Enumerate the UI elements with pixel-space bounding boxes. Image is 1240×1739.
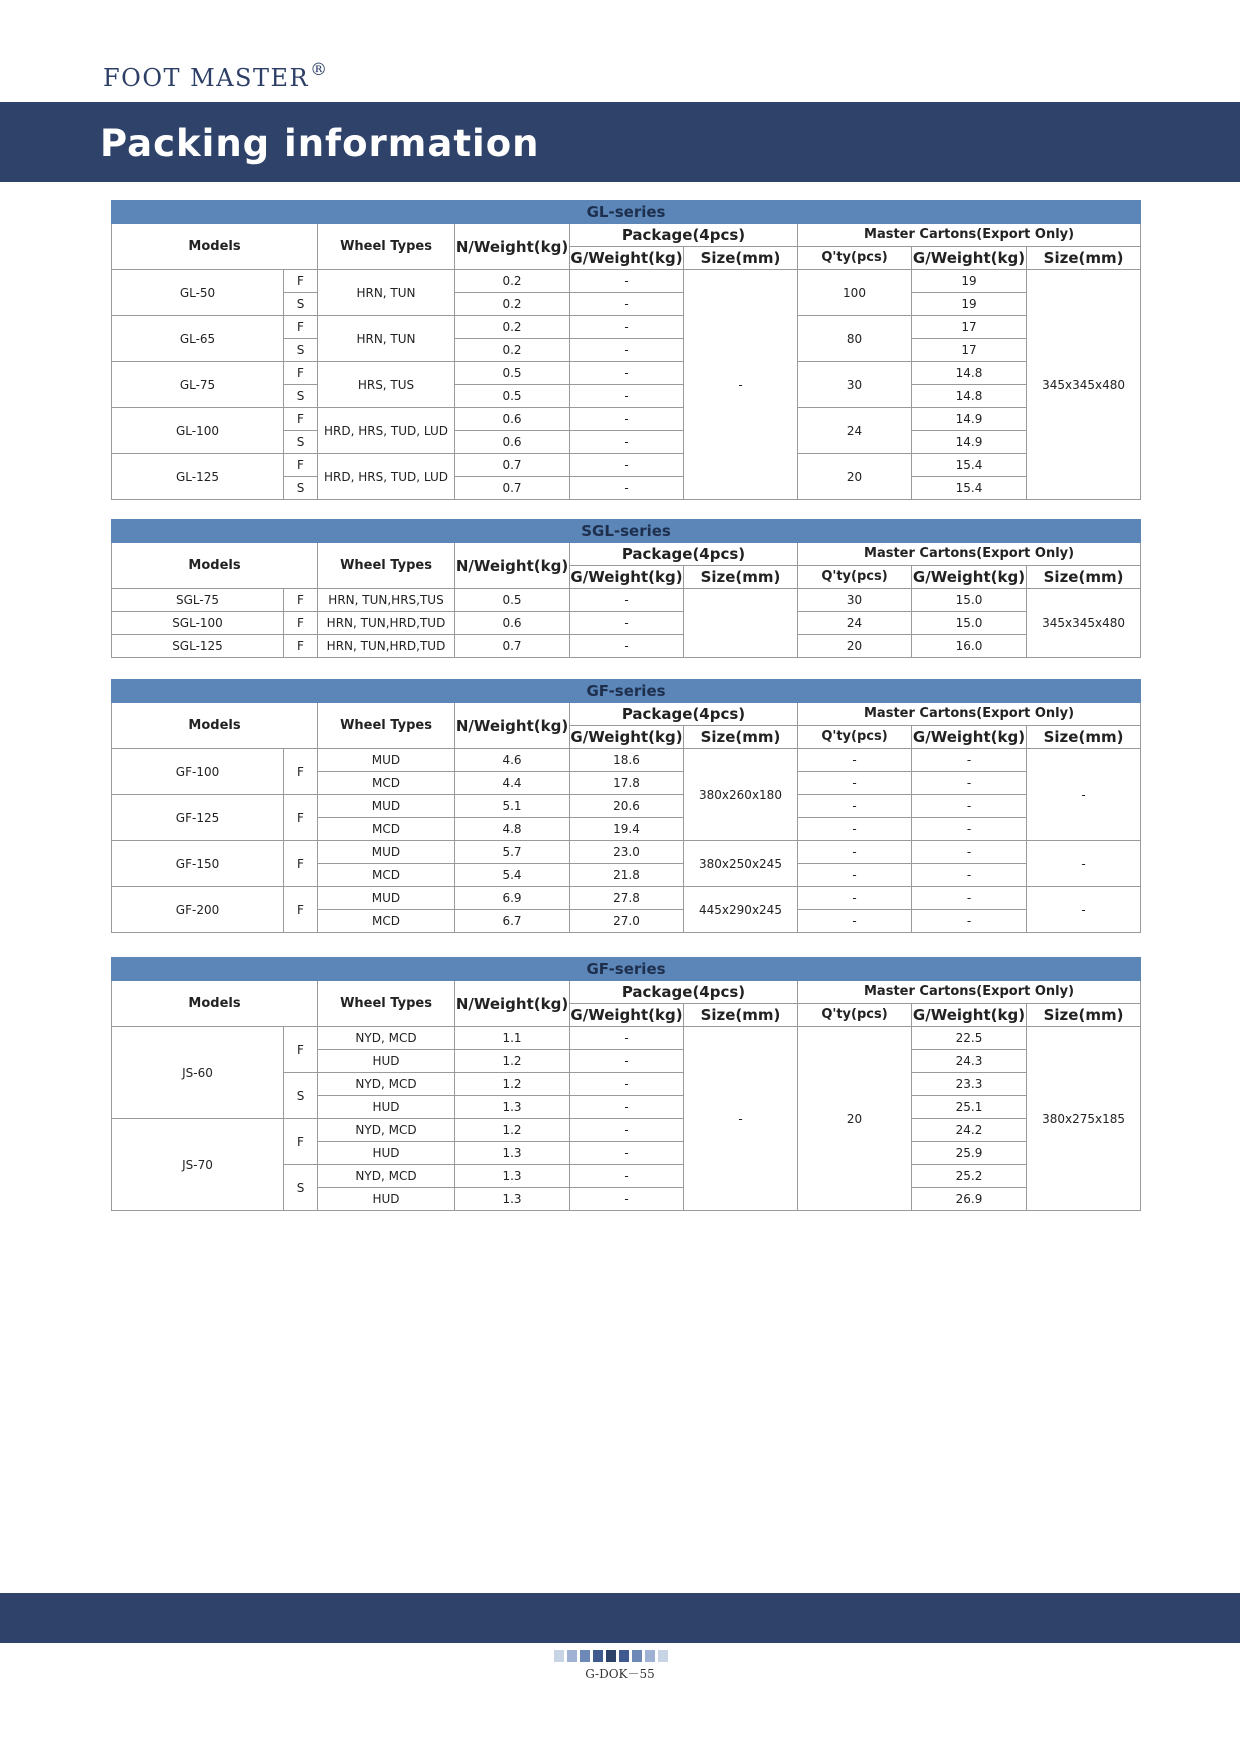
table-row [112,589,1141,612]
models-header: Models [112,543,318,589]
nweight-cell: 5.4 [455,864,570,887]
nweight-cell: 1.3 [455,1096,570,1119]
footer-band [0,1593,1240,1643]
carton-gweight-header: G/Weight(kg) [912,247,1027,270]
nweight-cell: 1.3 [455,1188,570,1211]
wheel-types-header: Wheel Types [318,981,455,1027]
registered-mark: ® [310,60,329,80]
carton-gweight-cell: 26.9 [912,1188,1027,1211]
nweight-cell: 1.3 [455,1142,570,1165]
nweight-cell: 0.7 [455,477,570,500]
nweight-cell: 6.7 [455,910,570,933]
carton-gweight-cell: - [912,887,1027,910]
wheel-types-cell: MCD [318,864,455,887]
type-cell: S [284,431,318,454]
wheel-types-header: Wheel Types [318,703,455,749]
carton-gweight-cell: 14.8 [912,362,1027,385]
model-cell: GL-75 [112,362,284,408]
nweight-cell: 1.2 [455,1050,570,1073]
carton-gweight-cell: 15.0 [912,589,1027,612]
models-header: Models [112,224,318,270]
package-gweight-header: G/Weight(kg) [570,247,684,270]
carton-gweight-cell: 16.0 [912,635,1027,658]
wheel-types-cell: HRD, HRS, TUD, LUD [318,408,455,454]
nweight-cell: 6.9 [455,887,570,910]
package-gweight-cell: - [570,477,684,500]
carton-gweight-header: G/Weight(kg) [912,726,1027,749]
nweight-cell: 5.7 [455,841,570,864]
package-gweight-header: G/Weight(kg) [570,1004,684,1027]
carton-gweight-cell: 24.2 [912,1119,1027,1142]
nweight-cell: 0.2 [455,316,570,339]
type-cell: S [284,1073,318,1119]
package-gweight-cell: - [570,1142,684,1165]
package-gweight-cell: 20.6 [570,795,684,818]
qty-header: Q'ty(pcs) [798,247,912,270]
model-cell: GF-200 [112,887,284,933]
nweight-cell: 1.1 [455,1027,570,1050]
nweight-cell: 4.8 [455,818,570,841]
nweight-cell: 4.6 [455,749,570,772]
package-header: Package(4pcs) [570,224,798,247]
carton-gweight-cell: 15.4 [912,454,1027,477]
table-row [112,1027,1141,1050]
package-size-cell: - [684,1027,798,1211]
type-cell: F [284,612,318,635]
qty-cell: - [798,841,912,864]
table-row [112,749,1141,772]
nweight-cell: 0.5 [455,362,570,385]
package-gweight-cell: - [570,1165,684,1188]
nweight-cell: 1.3 [455,1165,570,1188]
nweight-cell: 0.6 [455,431,570,454]
nweight-cell: 1.2 [455,1073,570,1096]
package-gweight-cell: - [570,362,684,385]
nweight-cell: 0.5 [455,385,570,408]
package-gweight-cell: - [570,635,684,658]
table-row [112,270,1141,293]
package-gweight-cell: 17.8 [570,772,684,795]
type-cell: F [284,589,318,612]
table-row [112,454,1141,477]
wheel-types-cell: HUD [318,1142,455,1165]
table-row [112,1119,1141,1142]
type-cell: S [284,385,318,408]
carton-gweight-cell: 17 [912,316,1027,339]
package-gweight-cell: 23.0 [570,841,684,864]
wheel-types-cell: MUD [318,887,455,910]
carton-size-cell: - [1027,887,1141,933]
package-gweight-cell: 27.8 [570,887,684,910]
wheel-types-cell: HRN, TUN,HRS,TUS [318,589,455,612]
brand-name: FOOT MASTER [103,64,310,92]
wheel-types-cell: NYD, MCD [318,1165,455,1188]
brand-logo [103,62,329,92]
carton-gweight-cell: 25.2 [912,1165,1027,1188]
page-number: G-DOK－55 [585,1667,655,1681]
models-header: Models [112,981,318,1027]
carton-size-header: Size(mm) [1027,1004,1141,1027]
master-cartons-header: Master Cartons(Export Only) [798,703,1141,726]
package-gweight-cell: 18.6 [570,749,684,772]
model-cell: GL-125 [112,454,284,500]
wheel-types-cell: HRN, TUN,HRD,TUD [318,612,455,635]
qty-cell: 100 [798,270,912,316]
package-gweight-cell: - [570,1050,684,1073]
qty-cell: - [798,795,912,818]
gl-series-table [111,200,1141,500]
package-gweight-cell: - [570,454,684,477]
table-row [112,362,1141,385]
nweight-cell: 0.7 [455,635,570,658]
carton-size-cell: 345x345x480 [1027,270,1141,500]
type-cell: S [284,293,318,316]
master-cartons-header: Master Cartons(Export Only) [798,224,1141,247]
nweight-header: N/Weight(kg) [455,543,570,589]
package-gweight-cell: - [570,1096,684,1119]
nweight-cell: 0.2 [455,270,570,293]
package-gweight-cell: - [570,431,684,454]
carton-gweight-cell: 19 [912,270,1027,293]
carton-size-header: Size(mm) [1027,726,1141,749]
series-title: SGL-series [112,520,1141,543]
package-header: Package(4pcs) [570,703,798,726]
qty-cell: - [798,910,912,933]
carton-gweight-cell: 25.9 [912,1142,1027,1165]
wheel-types-cell: MUD [318,749,455,772]
qty-cell: 20 [798,454,912,500]
carton-gweight-cell: 19 [912,293,1027,316]
wheel-types-cell: HRN, TUN [318,316,455,362]
carton-gweight-cell: 14.9 [912,431,1027,454]
package-size-header: Size(mm) [684,247,798,270]
wheel-types-cell: HRS, TUS [318,362,455,408]
package-gweight-cell: - [570,385,684,408]
package-gweight-cell: - [570,1119,684,1142]
carton-gweight-cell: 14.9 [912,408,1027,431]
table-row [112,408,1141,431]
qty-cell: 30 [798,589,912,612]
models-header: Models [112,703,318,749]
carton-gweight-cell: - [912,749,1027,772]
package-gweight-header: G/Weight(kg) [570,726,684,749]
sgl-series-table [111,519,1141,658]
package-size-header: Size(mm) [684,566,798,589]
qty-cell: - [798,887,912,910]
carton-gweight-cell: 15.4 [912,477,1027,500]
wheel-types-cell: MUD [318,795,455,818]
nweight-header: N/Weight(kg) [455,703,570,749]
carton-gweight-header: G/Weight(kg) [912,566,1027,589]
carton-gweight-cell: 14.8 [912,385,1027,408]
qty-header: Q'ty(pcs) [798,566,912,589]
carton-gweight-header: G/Weight(kg) [912,1004,1027,1027]
carton-gweight-cell: - [912,910,1027,933]
nweight-cell: 0.2 [455,339,570,362]
package-gweight-cell: - [570,408,684,431]
type-cell: F [284,408,318,431]
model-cell: JS-60 [112,1027,284,1119]
nweight-cell: 4.4 [455,772,570,795]
wheel-types-cell: HRN, TUN,HRD,TUD [318,635,455,658]
model-cell: GF-125 [112,795,284,841]
type-cell: F [284,1119,318,1165]
wheel-types-cell: MCD [318,772,455,795]
wheel-types-cell: HRN, TUN [318,270,455,316]
package-header: Package(4pcs) [570,543,798,566]
package-gweight-cell: - [570,1027,684,1050]
model-cell: GL-50 [112,270,284,316]
nweight-cell: 0.5 [455,589,570,612]
type-cell: S [284,1165,318,1211]
type-cell: F [284,635,318,658]
type-cell: F [284,362,318,385]
table-row [112,612,1141,635]
qty-cell: - [798,772,912,795]
type-cell: F [284,270,318,293]
qty-cell: 30 [798,362,912,408]
nweight-header: N/Weight(kg) [455,981,570,1027]
wheel-types-cell: NYD, MCD [318,1119,455,1142]
package-header: Package(4pcs) [570,981,798,1004]
series-title: GL-series [112,201,1141,224]
package-gweight-header: G/Weight(kg) [570,566,684,589]
type-cell: F [284,1027,318,1073]
carton-size-cell: 380x275x185 [1027,1027,1141,1211]
type-cell: F [284,795,318,841]
wheel-types-header: Wheel Types [318,224,455,270]
model-cell: SGL-125 [112,635,284,658]
package-size-cell: 445x290x245 [684,887,798,933]
wheel-types-cell: MUD [318,841,455,864]
package-gweight-cell: - [570,293,684,316]
carton-gweight-cell: 25.1 [912,1096,1027,1119]
qty-header: Q'ty(pcs) [798,726,912,749]
wheel-types-cell: HUD [318,1096,455,1119]
carton-size-cell: 345x345x480 [1027,589,1141,658]
master-cartons-header: Master Cartons(Export Only) [798,981,1141,1004]
table-row [112,887,1141,910]
carton-size-cell: - [1027,749,1141,841]
model-cell: JS-70 [112,1119,284,1211]
package-gweight-cell: - [570,1073,684,1096]
qty-cell: 24 [798,612,912,635]
package-size-header: Size(mm) [684,1004,798,1027]
carton-gweight-cell: 15.0 [912,612,1027,635]
model-cell: GF-100 [112,749,284,795]
model-cell: GF-150 [112,841,284,887]
type-cell: F [284,841,318,887]
nweight-cell: 0.7 [455,454,570,477]
model-cell: GL-100 [112,408,284,454]
nweight-cell: 0.6 [455,612,570,635]
qty-cell: - [798,749,912,772]
package-size-header: Size(mm) [684,726,798,749]
wheel-types-cell: NYD, MCD [318,1027,455,1050]
table-row [112,795,1141,818]
js-series-table [111,957,1141,1211]
nweight-cell: 5.1 [455,795,570,818]
package-gweight-cell: - [570,589,684,612]
wheel-types-cell: HRD, HRS, TUD, LUD [318,454,455,500]
package-gweight-cell: 27.0 [570,910,684,933]
decorative-squares [554,1650,668,1662]
type-cell: S [284,339,318,362]
qty-cell: - [798,864,912,887]
qty-cell: 80 [798,316,912,362]
package-size-cell [684,589,798,658]
carton-gweight-cell: - [912,818,1027,841]
package-gweight-cell: - [570,339,684,362]
model-cell: SGL-100 [112,612,284,635]
carton-gweight-cell: 17 [912,339,1027,362]
package-gweight-cell: - [570,612,684,635]
type-cell: F [284,316,318,339]
carton-gweight-cell: 24.3 [912,1050,1027,1073]
qty-cell: 20 [798,635,912,658]
package-size-cell: 380x250x245 [684,841,798,887]
qty-cell: 20 [798,1027,912,1211]
series-title: GF-series [112,680,1141,703]
carton-gweight-cell: - [912,841,1027,864]
carton-gweight-cell: 23.3 [912,1073,1027,1096]
wheel-types-cell: MCD [318,910,455,933]
nweight-cell: 0.2 [455,293,570,316]
carton-gweight-cell: - [912,772,1027,795]
wheel-types-cell: MCD [318,818,455,841]
page-title: Packing information [100,122,540,165]
package-gweight-cell: - [570,270,684,293]
wheel-types-header: Wheel Types [318,543,455,589]
package-gweight-cell: 19.4 [570,818,684,841]
carton-gweight-cell: 22.5 [912,1027,1027,1050]
carton-gweight-cell: - [912,864,1027,887]
package-gweight-cell: - [570,316,684,339]
wheel-types-cell: HUD [318,1050,455,1073]
gf-series-table [111,679,1141,933]
qty-cell: 24 [798,408,912,454]
package-gweight-cell: 21.8 [570,864,684,887]
series-title: GF-series [112,958,1141,981]
qty-header: Q'ty(pcs) [798,1004,912,1027]
model-cell: SGL-75 [112,589,284,612]
type-cell: S [284,477,318,500]
qty-cell: - [798,818,912,841]
nweight-header: N/Weight(kg) [455,224,570,270]
type-cell: F [284,454,318,477]
carton-gweight-cell: - [912,795,1027,818]
wheel-types-cell: HUD [318,1188,455,1211]
nweight-cell: 0.6 [455,408,570,431]
package-size-cell: 380x260x180 [684,749,798,841]
type-cell: F [284,887,318,933]
table-row [112,635,1141,658]
nweight-cell: 1.2 [455,1119,570,1142]
table-row [112,316,1141,339]
table-row [112,841,1141,864]
type-cell: F [284,749,318,795]
carton-size-header: Size(mm) [1027,247,1141,270]
model-cell: GL-65 [112,316,284,362]
master-cartons-header: Master Cartons(Export Only) [798,543,1141,566]
carton-size-header: Size(mm) [1027,566,1141,589]
package-gweight-cell: - [570,1188,684,1211]
wheel-types-cell: NYD, MCD [318,1073,455,1096]
package-size-cell: - [684,270,798,500]
carton-size-cell: - [1027,841,1141,887]
